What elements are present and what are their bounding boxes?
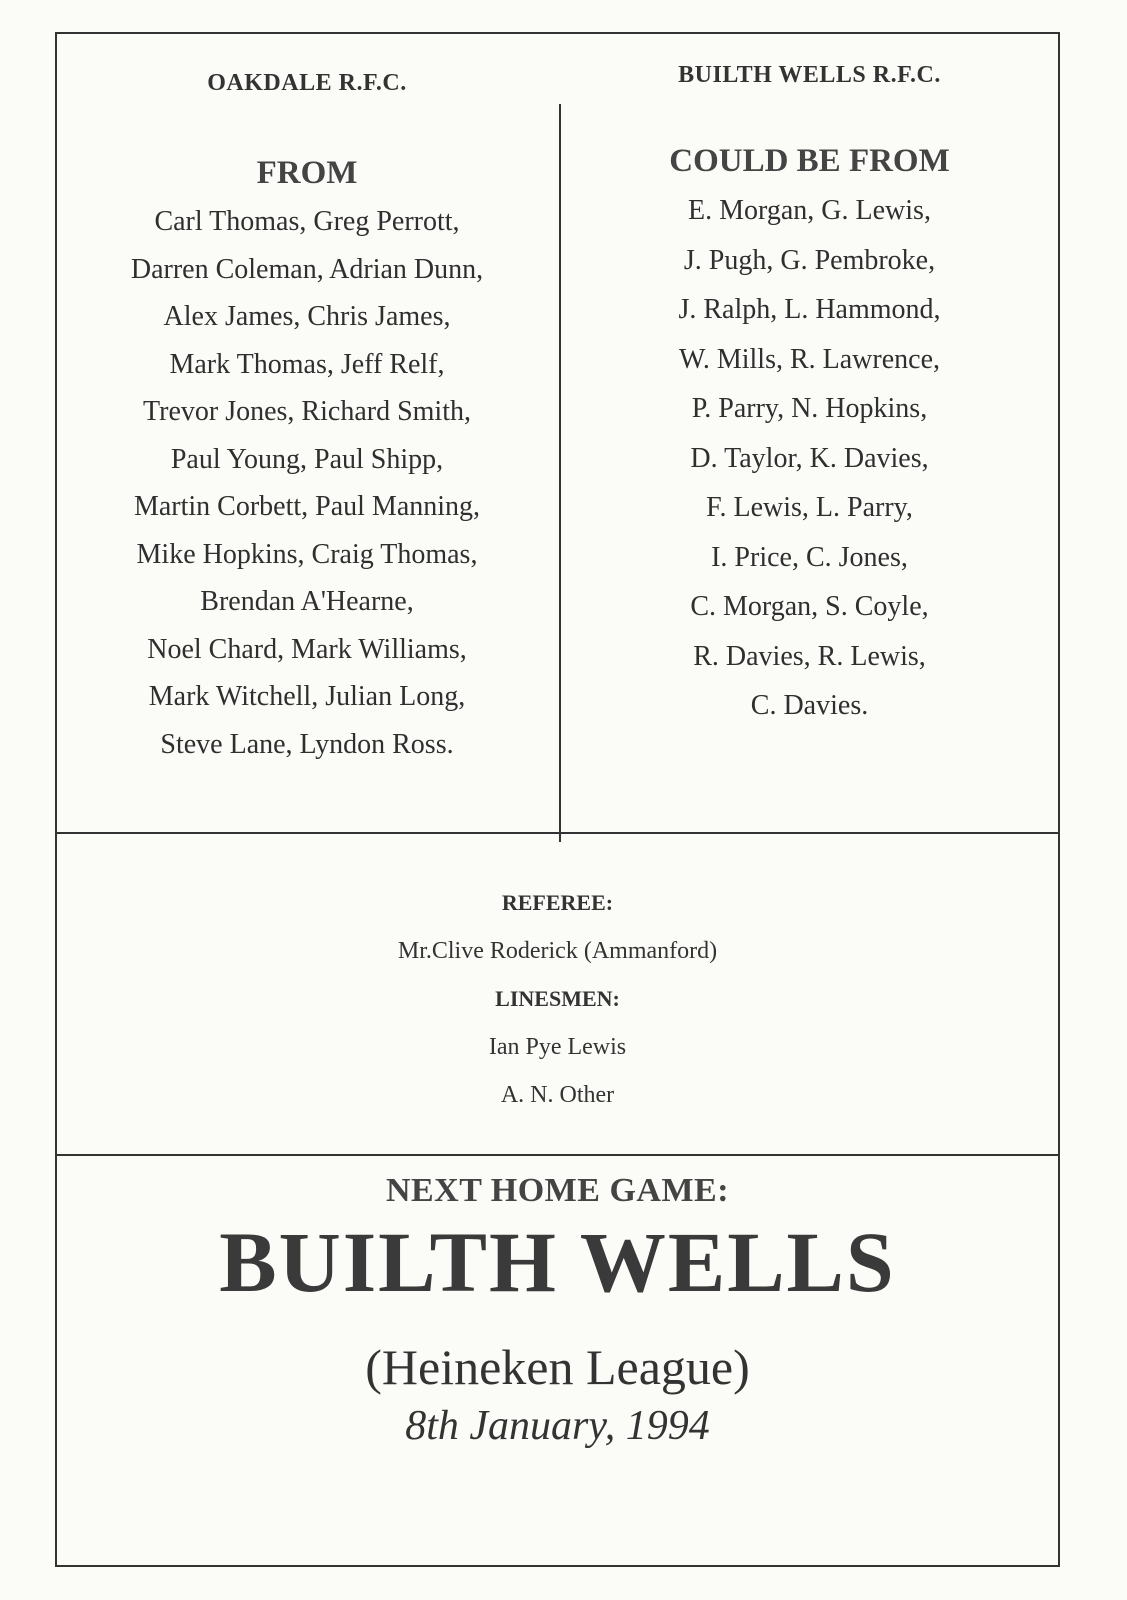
next-home-game-section xyxy=(57,1172,1058,1450)
referee-name: Mr.Clive Roderick (Ammanford) xyxy=(397,938,718,964)
next-game-league: (Heineken League) xyxy=(365,1339,750,1395)
away-player-line: C. Davies. xyxy=(750,690,869,721)
away-player-list xyxy=(561,186,1058,731)
home-team-column xyxy=(57,34,557,768)
away-player-line: F. Lewis, L. Parry, xyxy=(706,492,913,523)
away-team-column xyxy=(561,34,1058,731)
linesman-name: A. N. Other xyxy=(500,1082,615,1108)
home-player-line: Carl Thomas, Greg Perrott, xyxy=(154,206,460,237)
next-game-label: NEXT HOME GAME: xyxy=(385,1172,730,1209)
next-game-opponent: BUILTH WELLS xyxy=(219,1214,896,1310)
referee-label: REFEREE: xyxy=(501,890,614,915)
linesman-name: Ian Pye Lewis xyxy=(488,1034,627,1060)
home-player-line: Paul Young, Paul Shipp, xyxy=(170,443,444,475)
away-club-name: BUILTH WELLS R.F.C. xyxy=(678,62,941,88)
away-player-line: J. Ralph, L. Hammond, xyxy=(678,294,941,325)
away-player-line: J. Pugh, G. Pembroke, xyxy=(683,244,936,276)
home-player-line: Brendan A'Hearne, xyxy=(200,586,414,617)
home-player-line: Trevor Jones, Richard Smith, xyxy=(143,396,471,427)
home-player-line: Mike Hopkins, Craig Thomas, xyxy=(136,538,478,570)
away-player-line: P. Parry, N. Hopkins, xyxy=(691,393,928,424)
home-player-line: Noel Chard, Mark Williams, xyxy=(147,633,467,665)
away-player-line: I. Price, C. Jones, xyxy=(711,541,908,573)
section-divider-next-game xyxy=(57,1154,1058,1156)
away-player-line: R. Davies, R. Lewis, xyxy=(693,640,926,672)
home-club-name: OAKDALE R.F.C. xyxy=(207,70,407,96)
home-player-line: Mark Thomas, Jeff Relf, xyxy=(169,348,445,380)
home-player-line: Mark Witchell, Julian Long, xyxy=(148,681,466,712)
home-player-line: Martin Corbett, Paul Manning, xyxy=(133,491,481,522)
away-player-line: E. Morgan, G. Lewis, xyxy=(688,195,931,226)
home-player-list xyxy=(57,198,557,768)
home-player-line: Steve Lane, Lyndon Ross. xyxy=(160,728,454,760)
linesmen-label: LINESMEN: xyxy=(495,986,620,1011)
home-player-line: Darren Coleman, Adrian Dunn, xyxy=(130,253,484,285)
away-player-line: D. Taylor, K. Davies, xyxy=(690,442,929,474)
away-squad-heading: COULD BE FROM xyxy=(669,143,950,179)
match-officials-section xyxy=(57,879,1058,1119)
away-player-line: W. Mills, R. Lawrence, xyxy=(678,343,941,375)
home-squad-heading: FROM xyxy=(256,155,358,191)
away-player-line: C. Morgan, S. Coyle, xyxy=(690,591,929,622)
next-game-date: 8th January, 1994 xyxy=(405,1403,710,1449)
programme-page-frame xyxy=(55,32,1060,1567)
home-player-line: Alex James, Chris James, xyxy=(163,301,451,332)
section-divider-officials xyxy=(57,832,1058,834)
